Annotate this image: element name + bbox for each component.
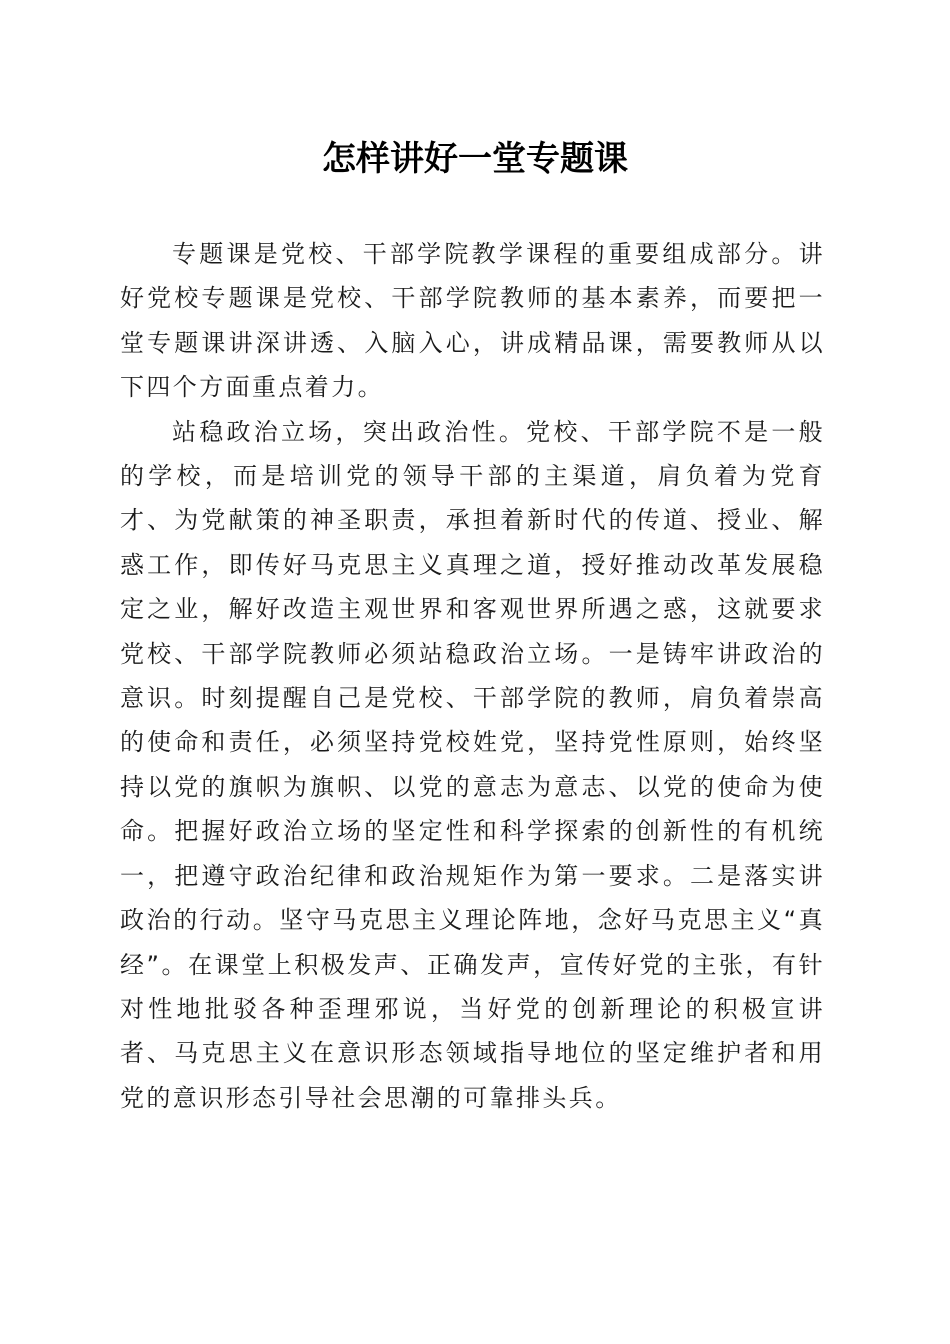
document-title: 怎样讲好一堂专题课 <box>322 139 628 179</box>
paragraph-intro: 专题课是党校、干部学院教学课程的重要组成部分。讲好党校专题课是党校、干部学院教师的基本素养，而要把一堂专题课讲深讲透、入脑入心，讲成精品课，需要教师从以下四个方面重点着力。 <box>120 240 825 402</box>
document-body <box>120 232 825 1120</box>
paragraph-political-stance: 站稳政治立场，突出政治性。党校、干部学院不是一般的学校，而是培训党的领导干部的主渠道，肩负着为党育才、为党献策的神圣职责，承担着新时代的传道、授业、解惑工作，即传好马克思主义真理之道，授好推动改革发展稳定之业，解好改造主观世界和客观世界所遇之惑，这就要求党校、干部学院教师必须站稳政治立场。一是铸牢讲政治的意识。时刻提醒自己是党校、干部学院的教师，肩负着崇高的使命和责任，必须坚持党校姓党，坚持党性原则，始终坚持以党的旗帜为旗帜、以党的意志为意志、以党的使命为使命。把握好政治立场的坚定性和科学探索的创新性的有机统一，把遵守政治纪律和政治规矩作为第一要求。二是落实讲政治的行动。坚守马克思主义理论阵地，念好马克思主义“真经”。在课堂上积极发声、正确发声，宣传好党的主张，有针对性地批驳各种歪理邪说，当好党的创新理论的积极宣讲者、马克思主义在意识形态领域指导地位的坚定维护者和用党的意识形态引导社会思潮的可靠排头兵。 <box>120 417 825 1112</box>
